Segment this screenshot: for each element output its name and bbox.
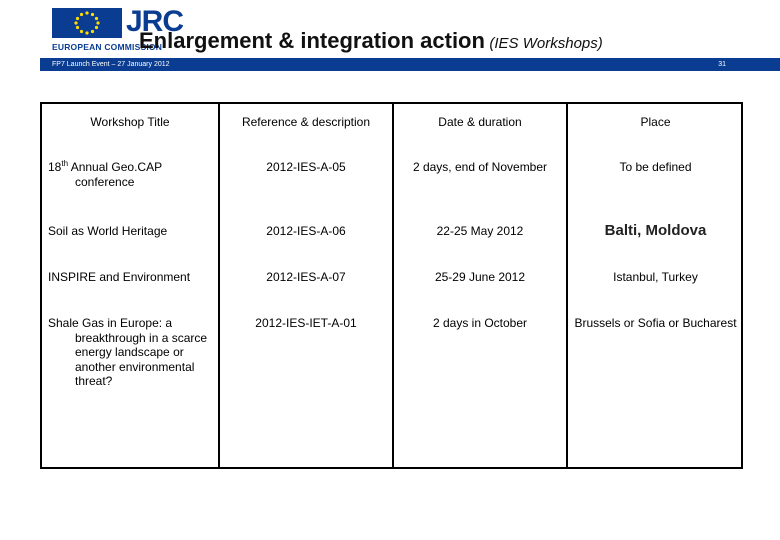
column-header-place: Place [640,115,671,129]
event-label: FP7 Launch Event – 27 January 2012 [52,61,170,68]
table-row-place: Brussels or Sofia or Bucharest [574,316,737,330]
column-header-date: Date & duration [438,115,522,129]
title-subtitle: (IES Workshops) [489,35,603,52]
table-row-title: INSPIRE and Environment [48,270,191,284]
table-row-title: Shale Gas in Europe: a breakthrough in a scarce energy landscape or another environmental threat? [48,316,208,388]
page-number: 31 [718,61,726,68]
table-row-reference: 2012-IES-A-05 [266,160,346,174]
table-row-reference: 2012-IES-A-06 [266,224,346,238]
eu-flag-icon [52,8,122,38]
title-main: Enlargement & integration action [139,28,485,53]
table-row-date: 25-29 June 2012 [434,270,526,284]
jrc-logo-text: JRC [126,5,184,38]
table-row-date: 2 days in October [432,316,528,330]
table-row-reference: 2012-IES-IET-A-01 [255,316,357,330]
column-header-title: Workshop Title [90,115,170,129]
table-row-date: 22-25 May 2012 [436,224,524,238]
workshops-table [40,102,743,467]
table-row-reference: 2012-IES-A-07 [266,270,346,284]
european-commission-label: EUROPEAN COMMISSION [52,42,163,52]
table-row-title: Soil as World Heritage [48,224,168,238]
table-row-place: Balti, Moldova [604,222,707,239]
column-header-reference: Reference & description [241,115,371,129]
column-divider [218,104,220,467]
column-divider [566,104,568,467]
table-row-place: To be defined [619,160,692,174]
table-row-date: 2 days, end of November [412,160,548,174]
page-title [139,27,603,58]
table-row-title: 18th Annual Geo.CAP conference [48,159,162,189]
table-row-place: Istanbul, Turkey [613,270,698,284]
column-divider [392,104,394,467]
header-bar [40,58,780,71]
